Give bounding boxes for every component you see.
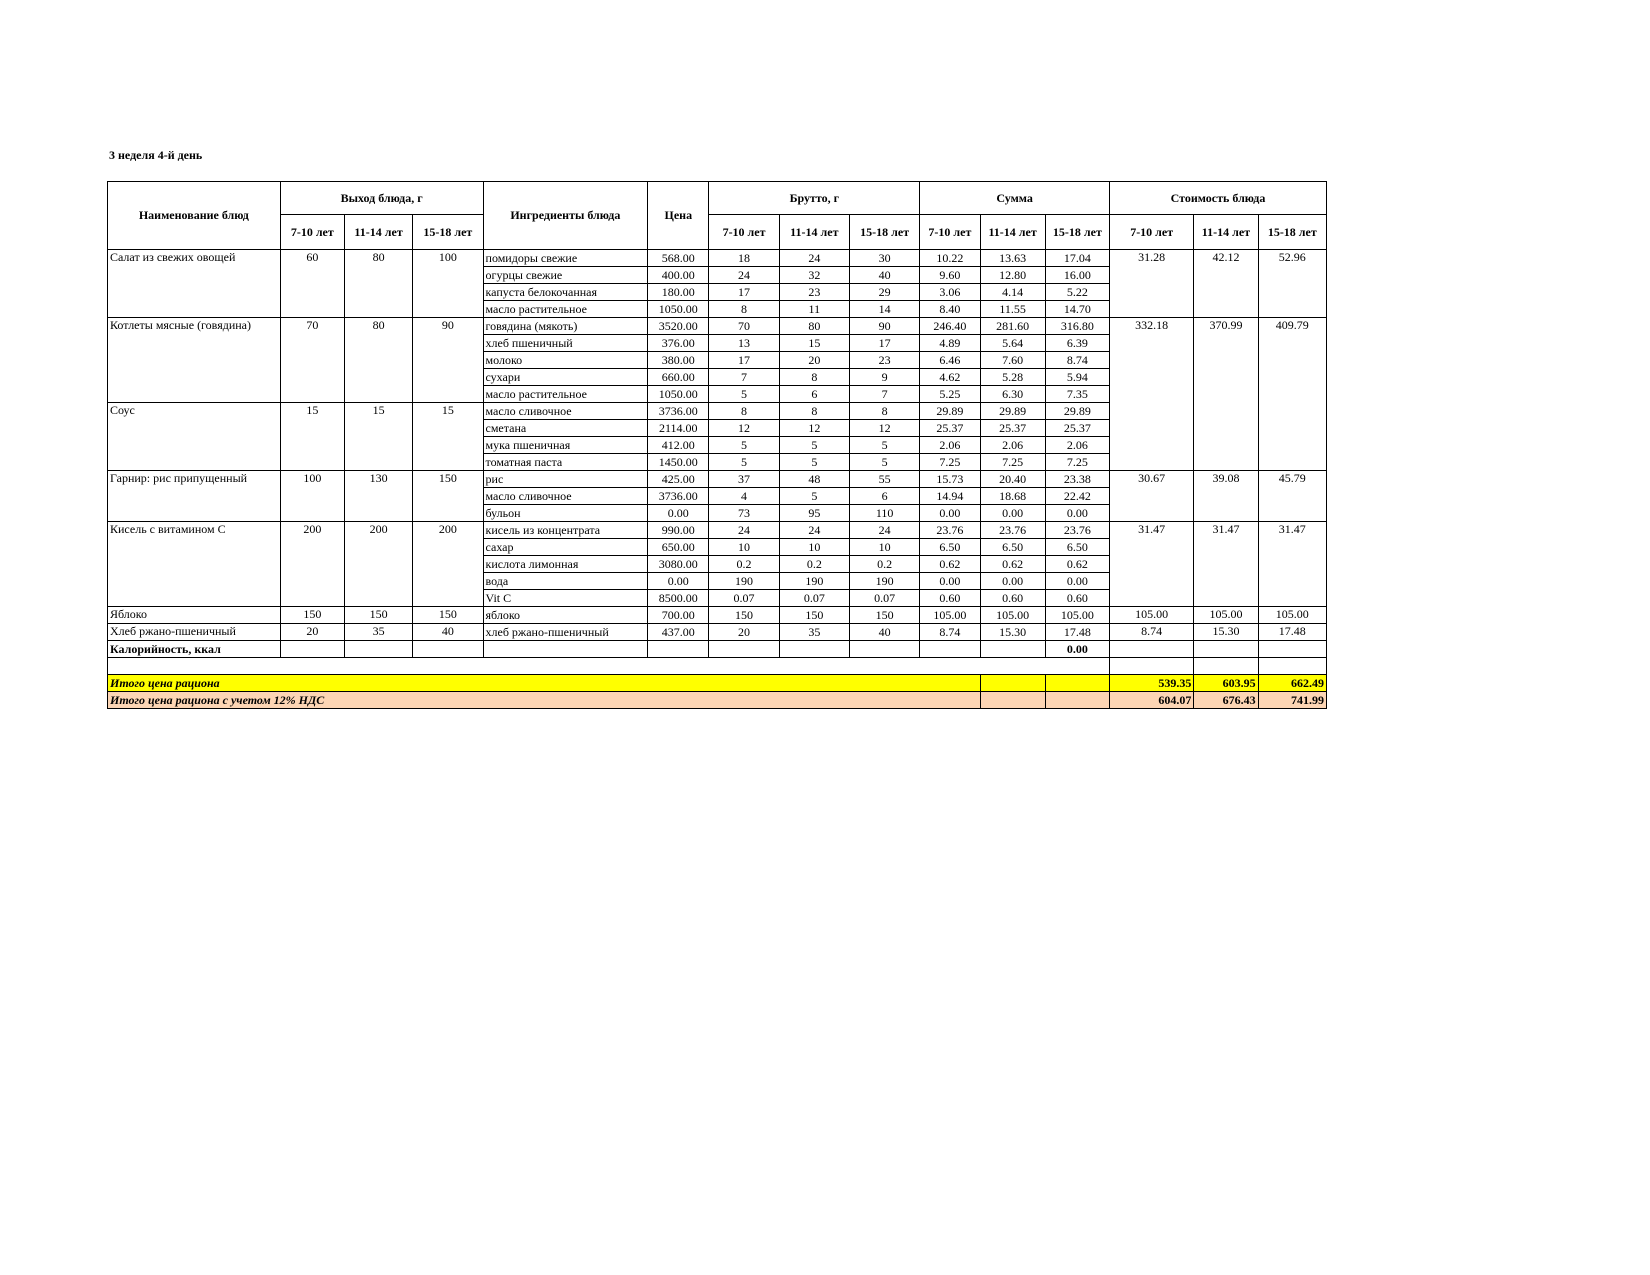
header-sum: Сумма bbox=[920, 182, 1110, 215]
ingredient-gross: 17 bbox=[709, 284, 779, 301]
ingredient-gross: 5 bbox=[709, 454, 779, 471]
ingredient-gross: 7 bbox=[709, 369, 779, 386]
dish-yield: 150 bbox=[280, 607, 344, 624]
ingredient-name: Vit C bbox=[483, 590, 648, 607]
menu-table bbox=[107, 181, 1327, 709]
ingredient-sum: 17.48 bbox=[1045, 624, 1109, 641]
ingredient-sum: 16.00 bbox=[1045, 267, 1109, 284]
ingredient-gross: 14 bbox=[849, 301, 919, 318]
header-cost-age: 11-14 лет bbox=[1194, 215, 1258, 250]
table-row bbox=[108, 318, 1327, 335]
ingredient-name: кисель из концентрата bbox=[483, 522, 648, 539]
dish-yield: 150 bbox=[413, 607, 483, 624]
empty-cell bbox=[709, 641, 779, 658]
ingredient-sum: 0.00 bbox=[1045, 573, 1109, 590]
ingredient-price: 568.00 bbox=[648, 250, 709, 267]
ingredient-sum: 105.00 bbox=[1045, 607, 1109, 624]
empty-cell bbox=[849, 641, 919, 658]
ingredient-name: масло сливочное bbox=[483, 488, 648, 505]
total-row bbox=[108, 675, 1327, 692]
ingredient-sum: 8.74 bbox=[920, 624, 980, 641]
ingredient-price: 380.00 bbox=[648, 352, 709, 369]
empty-cell bbox=[1110, 658, 1194, 675]
ingredient-sum: 105.00 bbox=[920, 607, 980, 624]
ingredient-sum: 246.40 bbox=[920, 318, 980, 335]
ingredient-gross: 35 bbox=[779, 624, 849, 641]
dish-yield: 90 bbox=[413, 318, 483, 403]
ingredient-gross: 12 bbox=[849, 420, 919, 437]
ingredient-gross: 37 bbox=[709, 471, 779, 488]
header-cost-age: 7-10 лет bbox=[1110, 215, 1194, 250]
ingredient-sum: 7.25 bbox=[980, 454, 1045, 471]
table-row bbox=[108, 471, 1327, 488]
dish-cost: 42.12 bbox=[1194, 250, 1258, 318]
dish-name: Салат из свежих овощей bbox=[108, 250, 281, 318]
table-body bbox=[108, 250, 1327, 709]
ingredient-sum: 0.62 bbox=[1045, 556, 1109, 573]
calories-row bbox=[108, 641, 1327, 658]
ingredient-gross: 32 bbox=[779, 267, 849, 284]
ingredient-sum: 12.80 bbox=[980, 267, 1045, 284]
ingredient-name: огурцы свежие bbox=[483, 267, 648, 284]
ingredient-price: 412.00 bbox=[648, 437, 709, 454]
ingredient-sum: 6.46 bbox=[920, 352, 980, 369]
ingredient-sum: 5.25 bbox=[920, 386, 980, 403]
total-vat-row bbox=[108, 692, 1327, 709]
ingredient-name: хлеб ржано-пшеничный bbox=[483, 624, 648, 641]
ingredient-price: 3080.00 bbox=[648, 556, 709, 573]
empty-cell bbox=[779, 641, 849, 658]
dish-yield: 80 bbox=[344, 318, 412, 403]
ingredient-name: кислота лимонная bbox=[483, 556, 648, 573]
empty-cell bbox=[1194, 641, 1258, 658]
ingredient-gross: 8 bbox=[709, 301, 779, 318]
header-yield-age: 11-14 лет bbox=[344, 215, 412, 250]
ingredient-sum: 22.42 bbox=[1045, 488, 1109, 505]
dish-yield: 15 bbox=[413, 403, 483, 471]
empty-cell bbox=[1258, 658, 1326, 675]
ingredient-sum: 6.50 bbox=[920, 539, 980, 556]
ingredient-price: 376.00 bbox=[648, 335, 709, 352]
blank-row bbox=[108, 658, 1327, 675]
ingredient-name: масло сливочное bbox=[483, 403, 648, 420]
ingredient-name: яблоко bbox=[483, 607, 648, 624]
ingredient-name: сахар bbox=[483, 539, 648, 556]
ingredient-name: сухари bbox=[483, 369, 648, 386]
empty-cell bbox=[344, 641, 412, 658]
table-row bbox=[108, 624, 1327, 641]
dish-yield: 100 bbox=[280, 471, 344, 522]
header-gross: Брутто, г bbox=[709, 182, 920, 215]
header-price: Цена bbox=[648, 182, 709, 250]
dish-cost: 31.47 bbox=[1258, 522, 1326, 607]
ingredient-name: капуста белокочанная bbox=[483, 284, 648, 301]
total-value: 676.43 bbox=[1194, 692, 1258, 709]
table-header bbox=[108, 182, 1327, 250]
ingredient-gross: 17 bbox=[709, 352, 779, 369]
dish-cost: 105.00 bbox=[1110, 607, 1194, 624]
ingredient-name: томатная паста bbox=[483, 454, 648, 471]
ingredient-gross: 24 bbox=[779, 522, 849, 539]
ingredient-gross: 8 bbox=[779, 369, 849, 386]
ingredient-sum: 23.76 bbox=[1045, 522, 1109, 539]
ingredient-name: рис bbox=[483, 471, 648, 488]
ingredient-sum: 0.00 bbox=[1045, 505, 1109, 522]
ingredient-gross: 23 bbox=[849, 352, 919, 369]
ingredient-sum: 7.35 bbox=[1045, 386, 1109, 403]
total-label: Итого цена рациона bbox=[108, 675, 981, 692]
dish-yield: 15 bbox=[344, 403, 412, 471]
ingredient-sum: 8.40 bbox=[920, 301, 980, 318]
dish-cost: 39.08 bbox=[1194, 471, 1258, 522]
calories-value: 0.00 bbox=[1045, 641, 1109, 658]
dish-cost: 409.79 bbox=[1258, 318, 1326, 471]
dish-name: Гарнир: рис припущенный bbox=[108, 471, 281, 522]
ingredient-gross: 24 bbox=[849, 522, 919, 539]
ingredient-sum: 15.73 bbox=[920, 471, 980, 488]
ingredient-sum: 29.89 bbox=[920, 403, 980, 420]
total-value: 603.95 bbox=[1194, 675, 1258, 692]
ingredient-price: 1450.00 bbox=[648, 454, 709, 471]
ingredient-sum: 20.40 bbox=[980, 471, 1045, 488]
header-dish-name: Наименование блюд bbox=[108, 182, 281, 250]
ingredient-sum: 18.68 bbox=[980, 488, 1045, 505]
ingredient-gross: 7 bbox=[849, 386, 919, 403]
empty-cell bbox=[648, 641, 709, 658]
empty-cell bbox=[483, 641, 648, 658]
ingredient-price: 0.00 bbox=[648, 505, 709, 522]
empty-cell bbox=[920, 641, 980, 658]
ingredient-gross: 190 bbox=[849, 573, 919, 590]
ingredient-gross: 55 bbox=[849, 471, 919, 488]
ingredient-price: 425.00 bbox=[648, 471, 709, 488]
ingredient-name: мука пшеничная bbox=[483, 437, 648, 454]
dish-cost: 105.00 bbox=[1258, 607, 1326, 624]
ingredient-gross: 17 bbox=[849, 335, 919, 352]
ingredient-price: 660.00 bbox=[648, 369, 709, 386]
ingredient-price: 3520.00 bbox=[648, 318, 709, 335]
empty-cell bbox=[1045, 675, 1109, 692]
dish-yield: 150 bbox=[413, 471, 483, 522]
ingredient-sum: 0.00 bbox=[980, 505, 1045, 522]
total-value: 741.99 bbox=[1258, 692, 1326, 709]
ingredient-sum: 14.94 bbox=[920, 488, 980, 505]
dish-yield: 35 bbox=[344, 624, 412, 641]
ingredient-gross: 90 bbox=[849, 318, 919, 335]
ingredient-gross: 0.07 bbox=[849, 590, 919, 607]
ingredient-sum: 316.80 bbox=[1045, 318, 1109, 335]
ingredient-gross: 20 bbox=[709, 624, 779, 641]
ingredient-gross: 0.2 bbox=[779, 556, 849, 573]
ingredient-gross: 29 bbox=[849, 284, 919, 301]
ingredient-gross: 5 bbox=[779, 437, 849, 454]
ingredient-sum: 2.06 bbox=[1045, 437, 1109, 454]
dish-cost: 332.18 bbox=[1110, 318, 1194, 471]
ingredient-gross: 5 bbox=[779, 454, 849, 471]
ingredient-gross: 10 bbox=[849, 539, 919, 556]
ingredient-name: сметана bbox=[483, 420, 648, 437]
ingredient-sum: 6.39 bbox=[1045, 335, 1109, 352]
dish-yield: 100 bbox=[413, 250, 483, 318]
ingredient-sum: 0.62 bbox=[920, 556, 980, 573]
empty-cell bbox=[1045, 692, 1109, 709]
ingredient-name: бульон bbox=[483, 505, 648, 522]
ingredient-sum: 15.30 bbox=[980, 624, 1045, 641]
ingredient-price: 700.00 bbox=[648, 607, 709, 624]
ingredient-gross: 40 bbox=[849, 267, 919, 284]
ingredient-name: масло растительное bbox=[483, 386, 648, 403]
header-sum-age: 7-10 лет bbox=[920, 215, 980, 250]
ingredient-sum: 7.60 bbox=[980, 352, 1045, 369]
ingredient-price: 180.00 bbox=[648, 284, 709, 301]
ingredient-sum: 5.64 bbox=[980, 335, 1045, 352]
ingredient-sum: 4.62 bbox=[920, 369, 980, 386]
ingredient-gross: 80 bbox=[779, 318, 849, 335]
sheet-title: 3 неделя 4-й день bbox=[109, 148, 203, 162]
ingredient-gross: 150 bbox=[779, 607, 849, 624]
ingredient-price: 1050.00 bbox=[648, 301, 709, 318]
table-row bbox=[108, 250, 1327, 267]
ingredient-name: молоко bbox=[483, 352, 648, 369]
ingredient-name: вода bbox=[483, 573, 648, 590]
ingredient-sum: 2.06 bbox=[980, 437, 1045, 454]
ingredient-gross: 40 bbox=[849, 624, 919, 641]
header-yield-age: 15-18 лет bbox=[413, 215, 483, 250]
ingredient-sum: 5.94 bbox=[1045, 369, 1109, 386]
dish-yield: 200 bbox=[413, 522, 483, 607]
ingredient-gross: 8 bbox=[779, 403, 849, 420]
ingredient-gross: 73 bbox=[709, 505, 779, 522]
ingredient-sum: 0.00 bbox=[920, 505, 980, 522]
dish-yield: 40 bbox=[413, 624, 483, 641]
ingredient-sum: 7.25 bbox=[1045, 454, 1109, 471]
ingredient-sum: 8.74 bbox=[1045, 352, 1109, 369]
ingredient-price: 1050.00 bbox=[648, 386, 709, 403]
ingredient-gross: 5 bbox=[709, 437, 779, 454]
ingredient-sum: 6.50 bbox=[1045, 539, 1109, 556]
ingredient-gross: 18 bbox=[709, 250, 779, 267]
ingredient-sum: 0.00 bbox=[920, 573, 980, 590]
empty-cell bbox=[108, 658, 1110, 675]
ingredient-sum: 13.63 bbox=[980, 250, 1045, 267]
ingredient-gross: 48 bbox=[779, 471, 849, 488]
header-yield: Выход блюда, г bbox=[280, 182, 483, 215]
dish-cost: 105.00 bbox=[1194, 607, 1258, 624]
ingredient-gross: 24 bbox=[709, 522, 779, 539]
ingredient-gross: 4 bbox=[709, 488, 779, 505]
ingredient-gross: 13 bbox=[709, 335, 779, 352]
dish-cost: 17.48 bbox=[1258, 624, 1326, 641]
ingredient-gross: 6 bbox=[779, 386, 849, 403]
dish-name: Хлеб ржано-пшеничный bbox=[108, 624, 281, 641]
dish-cost: 45.79 bbox=[1258, 471, 1326, 522]
ingredient-gross: 0.2 bbox=[849, 556, 919, 573]
dish-cost: 370.99 bbox=[1194, 318, 1258, 471]
total-value: 604.07 bbox=[1110, 692, 1194, 709]
empty-cell bbox=[1258, 641, 1326, 658]
ingredient-sum: 11.55 bbox=[980, 301, 1045, 318]
ingredient-sum: 25.37 bbox=[920, 420, 980, 437]
ingredient-name: помидоры свежие bbox=[483, 250, 648, 267]
empty-cell bbox=[1194, 658, 1258, 675]
ingredient-gross: 150 bbox=[709, 607, 779, 624]
ingredient-sum: 23.76 bbox=[980, 522, 1045, 539]
total-value: 662.49 bbox=[1258, 675, 1326, 692]
ingredient-sum: 0.60 bbox=[980, 590, 1045, 607]
dish-yield: 130 bbox=[344, 471, 412, 522]
table-row bbox=[108, 607, 1327, 624]
ingredient-sum: 4.89 bbox=[920, 335, 980, 352]
ingredient-gross: 5 bbox=[779, 488, 849, 505]
ingredient-gross: 11 bbox=[779, 301, 849, 318]
dish-yield: 200 bbox=[344, 522, 412, 607]
header-gross-age: 15-18 лет bbox=[849, 215, 919, 250]
dish-name: Котлеты мясные (говядина) bbox=[108, 318, 281, 403]
ingredient-gross: 190 bbox=[779, 573, 849, 590]
dish-yield: 15 bbox=[280, 403, 344, 471]
ingredient-gross: 8 bbox=[849, 403, 919, 420]
ingredient-gross: 0.07 bbox=[779, 590, 849, 607]
header-cost: Стоимость блюда bbox=[1110, 182, 1327, 215]
ingredient-sum: 23.76 bbox=[920, 522, 980, 539]
ingredient-gross: 95 bbox=[779, 505, 849, 522]
ingredient-sum: 0.00 bbox=[980, 573, 1045, 590]
dish-yield: 200 bbox=[280, 522, 344, 607]
ingredient-gross: 24 bbox=[779, 250, 849, 267]
ingredient-gross: 70 bbox=[709, 318, 779, 335]
ingredient-price: 3736.00 bbox=[648, 403, 709, 420]
dish-name: Кисель с витамином С bbox=[108, 522, 281, 607]
dish-cost: 31.28 bbox=[1110, 250, 1194, 318]
dish-cost: 31.47 bbox=[1194, 522, 1258, 607]
ingredient-sum: 2.06 bbox=[920, 437, 980, 454]
ingredient-gross: 15 bbox=[779, 335, 849, 352]
table-row bbox=[108, 522, 1327, 539]
header-gross-age: 11-14 лет bbox=[779, 215, 849, 250]
dish-cost: 31.47 bbox=[1110, 522, 1194, 607]
ingredient-sum: 25.37 bbox=[980, 420, 1045, 437]
calories-label: Калорийность, ккал bbox=[108, 641, 281, 658]
ingredient-gross: 5 bbox=[709, 386, 779, 403]
ingredient-sum: 10.22 bbox=[920, 250, 980, 267]
ingredient-price: 650.00 bbox=[648, 539, 709, 556]
ingredient-name: хлеб пшеничный bbox=[483, 335, 648, 352]
dish-yield: 80 bbox=[344, 250, 412, 318]
header-ingredients: Ингредиенты блюда bbox=[483, 182, 648, 250]
header-yield-age: 7-10 лет bbox=[280, 215, 344, 250]
empty-cell bbox=[980, 692, 1045, 709]
dish-cost: 15.30 bbox=[1194, 624, 1258, 641]
ingredient-sum: 25.37 bbox=[1045, 420, 1109, 437]
header-sum-age: 11-14 лет bbox=[980, 215, 1045, 250]
ingredient-gross: 9 bbox=[849, 369, 919, 386]
dish-cost: 30.67 bbox=[1110, 471, 1194, 522]
ingredient-sum: 17.04 bbox=[1045, 250, 1109, 267]
ingredient-price: 437.00 bbox=[648, 624, 709, 641]
ingredient-sum: 23.38 bbox=[1045, 471, 1109, 488]
ingredient-sum: 4.14 bbox=[980, 284, 1045, 301]
empty-cell bbox=[980, 675, 1045, 692]
ingredient-gross: 10 bbox=[779, 539, 849, 556]
ingredient-sum: 5.28 bbox=[980, 369, 1045, 386]
ingredient-gross: 5 bbox=[849, 454, 919, 471]
ingredient-sum: 0.60 bbox=[1045, 590, 1109, 607]
ingredient-gross: 12 bbox=[709, 420, 779, 437]
ingredient-price: 2114.00 bbox=[648, 420, 709, 437]
ingredient-sum: 281.60 bbox=[980, 318, 1045, 335]
ingredient-gross: 20 bbox=[779, 352, 849, 369]
dish-yield: 70 bbox=[280, 318, 344, 403]
dish-name: Яблоко bbox=[108, 607, 281, 624]
ingredient-sum: 7.25 bbox=[920, 454, 980, 471]
ingredient-gross: 10 bbox=[709, 539, 779, 556]
ingredient-price: 0.00 bbox=[648, 573, 709, 590]
ingredient-gross: 12 bbox=[779, 420, 849, 437]
ingredient-sum: 9.60 bbox=[920, 267, 980, 284]
ingredient-sum: 0.60 bbox=[920, 590, 980, 607]
ingredient-sum: 14.70 bbox=[1045, 301, 1109, 318]
empty-cell bbox=[413, 641, 483, 658]
ingredient-sum: 29.89 bbox=[1045, 403, 1109, 420]
dish-yield: 150 bbox=[344, 607, 412, 624]
ingredient-sum: 29.89 bbox=[980, 403, 1045, 420]
ingredient-gross: 110 bbox=[849, 505, 919, 522]
dish-cost: 52.96 bbox=[1258, 250, 1326, 318]
ingredient-gross: 24 bbox=[709, 267, 779, 284]
ingredient-name: масло растительное bbox=[483, 301, 648, 318]
ingredient-price: 8500.00 bbox=[648, 590, 709, 607]
dish-yield: 20 bbox=[280, 624, 344, 641]
dish-name: Соус bbox=[108, 403, 281, 471]
ingredient-price: 3736.00 bbox=[648, 488, 709, 505]
ingredient-gross: 5 bbox=[849, 437, 919, 454]
ingredient-gross: 23 bbox=[779, 284, 849, 301]
ingredient-gross: 8 bbox=[709, 403, 779, 420]
empty-cell bbox=[980, 641, 1045, 658]
ingredient-price: 990.00 bbox=[648, 522, 709, 539]
ingredient-gross: 190 bbox=[709, 573, 779, 590]
header-sum-age: 15-18 лет bbox=[1045, 215, 1109, 250]
empty-cell bbox=[1110, 641, 1194, 658]
ingredient-sum: 6.30 bbox=[980, 386, 1045, 403]
ingredient-sum: 0.62 bbox=[980, 556, 1045, 573]
ingredient-gross: 0.07 bbox=[709, 590, 779, 607]
ingredient-price: 400.00 bbox=[648, 267, 709, 284]
ingredient-gross: 30 bbox=[849, 250, 919, 267]
total-value: 539.35 bbox=[1110, 675, 1194, 692]
dish-cost: 8.74 bbox=[1110, 624, 1194, 641]
empty-cell bbox=[280, 641, 344, 658]
ingredient-name: говядина (мякоть) bbox=[483, 318, 648, 335]
header-gross-age: 7-10 лет bbox=[709, 215, 779, 250]
dish-yield: 60 bbox=[280, 250, 344, 318]
ingredient-sum: 6.50 bbox=[980, 539, 1045, 556]
ingredient-sum: 5.22 bbox=[1045, 284, 1109, 301]
ingredient-gross: 6 bbox=[849, 488, 919, 505]
ingredient-gross: 150 bbox=[849, 607, 919, 624]
total-label: Итого цена рациона с учетом 12% НДС bbox=[108, 692, 981, 709]
ingredient-gross: 0.2 bbox=[709, 556, 779, 573]
ingredient-sum: 3.06 bbox=[920, 284, 980, 301]
header-cost-age: 15-18 лет bbox=[1258, 215, 1326, 250]
ingredient-sum: 105.00 bbox=[980, 607, 1045, 624]
